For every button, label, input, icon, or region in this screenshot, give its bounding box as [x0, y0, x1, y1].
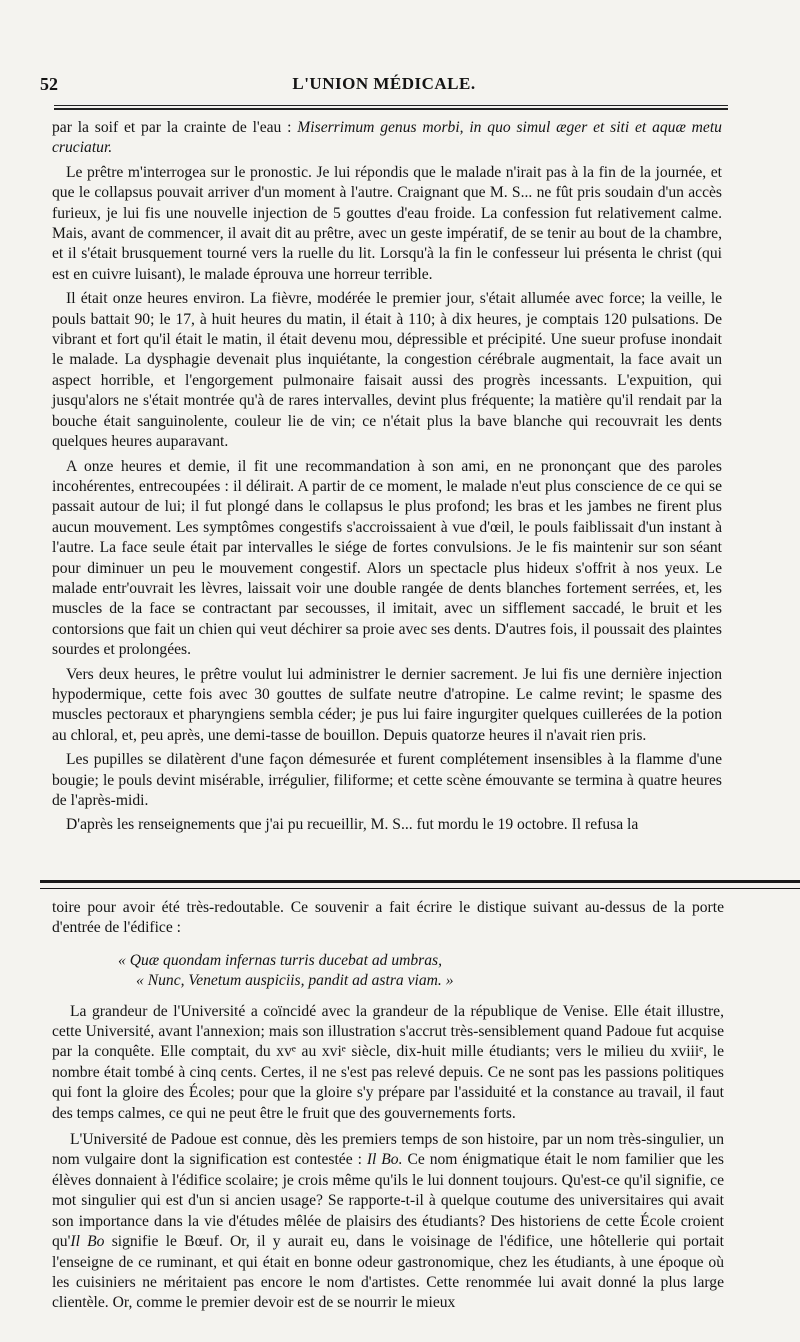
page-header [40, 74, 728, 102]
text-run: Ce nom énigmatique était le nom familier que les élèves donnaient à l'édifice scolaire; je crois même qu'ils le lui donnent toujours. Qu'est-ce qu'il signifie, ce mot singulier qui est d'un si ancien usage? Se rapporte-t-il à quelque coutume des universitaires qui avait son importance dans la vie d'études mêlée de plaisirs des étudiants? Des historiens de cette École croient qu' [52, 1151, 724, 1251]
running-head: L'UNION MÉDICALE. [292, 74, 476, 93]
latin-quote: Miserrimum genus morbi, in quo simul æger et siti et aquæ metu cruciatur. [52, 119, 722, 157]
paragraph: A onze heures et demie, il fit une recommandation à son ami, en ne prononçant que des paroles incohérentes, entrecoupées : il délirait. A partir de ce moment, le malade n'eut plus conscience de ce qui se passait autour de lui; il fut plongé dans le collapsus le plus profond; les bras et les jambes ne firent plus aucun mouvement. Les symptômes congestifs s'accroissaient à vue d'œil, le pouls faiblissait d'un instant à l'autre. La face seule était par intervalles le siége de fortes convulsions. Je le fis maintenir sur son séant pour diminuer un peu le mouvement congestif. Alors un spectacle plus hideux s'offrit à nos yeux. Le malade entr'ouvrait les lèvres, laissait voir une double rangée de dents blanches fortement serrées, et, les muscles de la face se contractant par secousses, il imitait, avec un sifflement saccadé, le bruit et les contorsions que fait un chien qui veut déchirer sa proie avec ses dents. D'autres fois, il poussait des plaintes sourdes et prolongées. [52, 457, 722, 659]
distich [52, 951, 724, 992]
text-run: L'Université de Padoue est connue, dès les premiers temps de son histoire, par un nom très-singulier, un nom vulgaire dont la signification est contestée : [52, 1131, 724, 1169]
paragraph: D'après les renseignements que j'ai pu recueillir, M. S... fut mordu le 19 octobre. Il refusa la [66, 816, 639, 834]
page-number: 52 [40, 74, 58, 94]
paragraph: Les pupilles se dilatèrent d'une façon démesurée et furent complétement insensibles à la flamme d'une bougie; le pouls devint misérable, irrégulier, filiforme; et cette scène émouvante se termina à quatre heures de l'après-midi. [52, 751, 722, 809]
paragraph: Le prêtre m'interrogea sur le pronostic. Je lui répondis que le malade n'irait pas à la fin de la journée, et que le collapsus pouvait arriver d'un moment à l'autre. Craignant que M. S... ne fût pris soudain d'un accès furieux, je lui fis une nouvelle injection de 5 gouttes d'eau froide. La confession fut relativement calme. Mais, avant de commencer, il avait dit au prêtre, avec un geste impératif, de se tenir au bout de la chambre, et il s'était brusquement tourné vers la ruelle du lit. Lorsqu'à la fin le confesseur lui présenta le christ (qui est en cuivre luisant), le malade éprouva une horreur terrible. [52, 163, 722, 283]
header-rule-thick [54, 108, 728, 110]
italic-term: Il Bo [70, 1233, 105, 1251]
verse-line: « Quæ quondam infernas turris ducebat ad umbras, [118, 951, 443, 969]
paragraph: La grandeur de l'Université a coïncidé avec la grandeur de la république de Venise. Elle était illustre, cette Université, avant l'annexion; mais son illustration s'accrut très-sensiblement quand Padoue fut acquise par la conquête. Elle comptait, du xvᵉ au xviᵉ siècle, dix-huit mille étudiants; vers le milieu du xviiiᵉ, le nombre était tombé à cinq cents. Certes, il ne s'est pas relevé depuis. Ce ne sont pas les passions politiques qui font la gloire des Écoles; pour que la gloire s'y prépare par l'assiduité et la constance au travail, il faut des temps calmes, ce qui ne peut être le fruit que des gouvernements forts. [52, 1002, 724, 1122]
paragraph: toire pour avoir été très-redoutable. Ce souvenir a fait écrire le distique suivant au-dessus de la porte d'entrée de l'édifice : [52, 899, 724, 937]
lower-column [52, 898, 724, 1320]
verse-line: « Nunc, Venetum auspiciis, pandit ad astra viam. » [136, 972, 454, 990]
text-run: par la soif et par la crainte de l'eau : [52, 119, 298, 136]
paragraph [52, 118, 722, 159]
header-rule [54, 105, 728, 106]
paragraph: Vers deux heures, le prêtre voulut lui administrer le dernier sacrement. Je lui fis une dernière injection hypodermique, cette fois avec 30 gouttes de sulfate neutre d'atropine. Le calme revint; le spasme des muscles pectoraux et pharyngiens sembla céder; je pus lui faire ingurgiter quelques cuillerées de la potion au chloral, et, peu après, une demi-tasse de bouillon. Depuis quatorze heures il n'avait rien pris. [52, 665, 722, 744]
upper-column [52, 118, 722, 840]
section-separator-thin [40, 888, 800, 889]
text-run: signifie le Bœuf. Or, il y aurait eu, dans le voisinage de l'édifice, une hôtellerie qui portait l'enseigne de ce ruminant, et qui était en bonne odeur gastronomique, chez les étudiants, à une époque où les cuisiniers ne méritaient pas encore le nom d'artistes. Cette renommée lui avait donné la plus large clientèle. Or, comme le premier devoir est de se nourrir le mieux [52, 1233, 724, 1312]
paragraph: Il était onze heures environ. La fièvre, modérée le premier jour, s'était allumée avec force; la veille, le pouls battait 90; le 17, à huit heures du matin, il était à 110; à dix heures, je comptais 120 pulsations. De vibrant et fort qu'il était le matin, il était devenu mou, dépressible et précipité. Une sueur profuse inondait le malade. La dysphagie devenait plus inquiétante, la congestion cérébrale augmentait, la face avait un aspect horrible, et l'engorgement pulmonaire faisait aussi des progrès incessants. L'expuition, qui jusqu'alors ne s'était montrée qu'à de rares intervalles, devint plus fréquente; la matière qu'il rendait par la bouche était sanguinolente, couleur lie de vin; ce n'était plus la bave blanche qui recouvrait les dents quelques heures auparavant. [52, 290, 722, 451]
paragraph [52, 1130, 724, 1314]
italic-term: Il Bo. [366, 1151, 403, 1169]
section-separator [40, 880, 800, 883]
